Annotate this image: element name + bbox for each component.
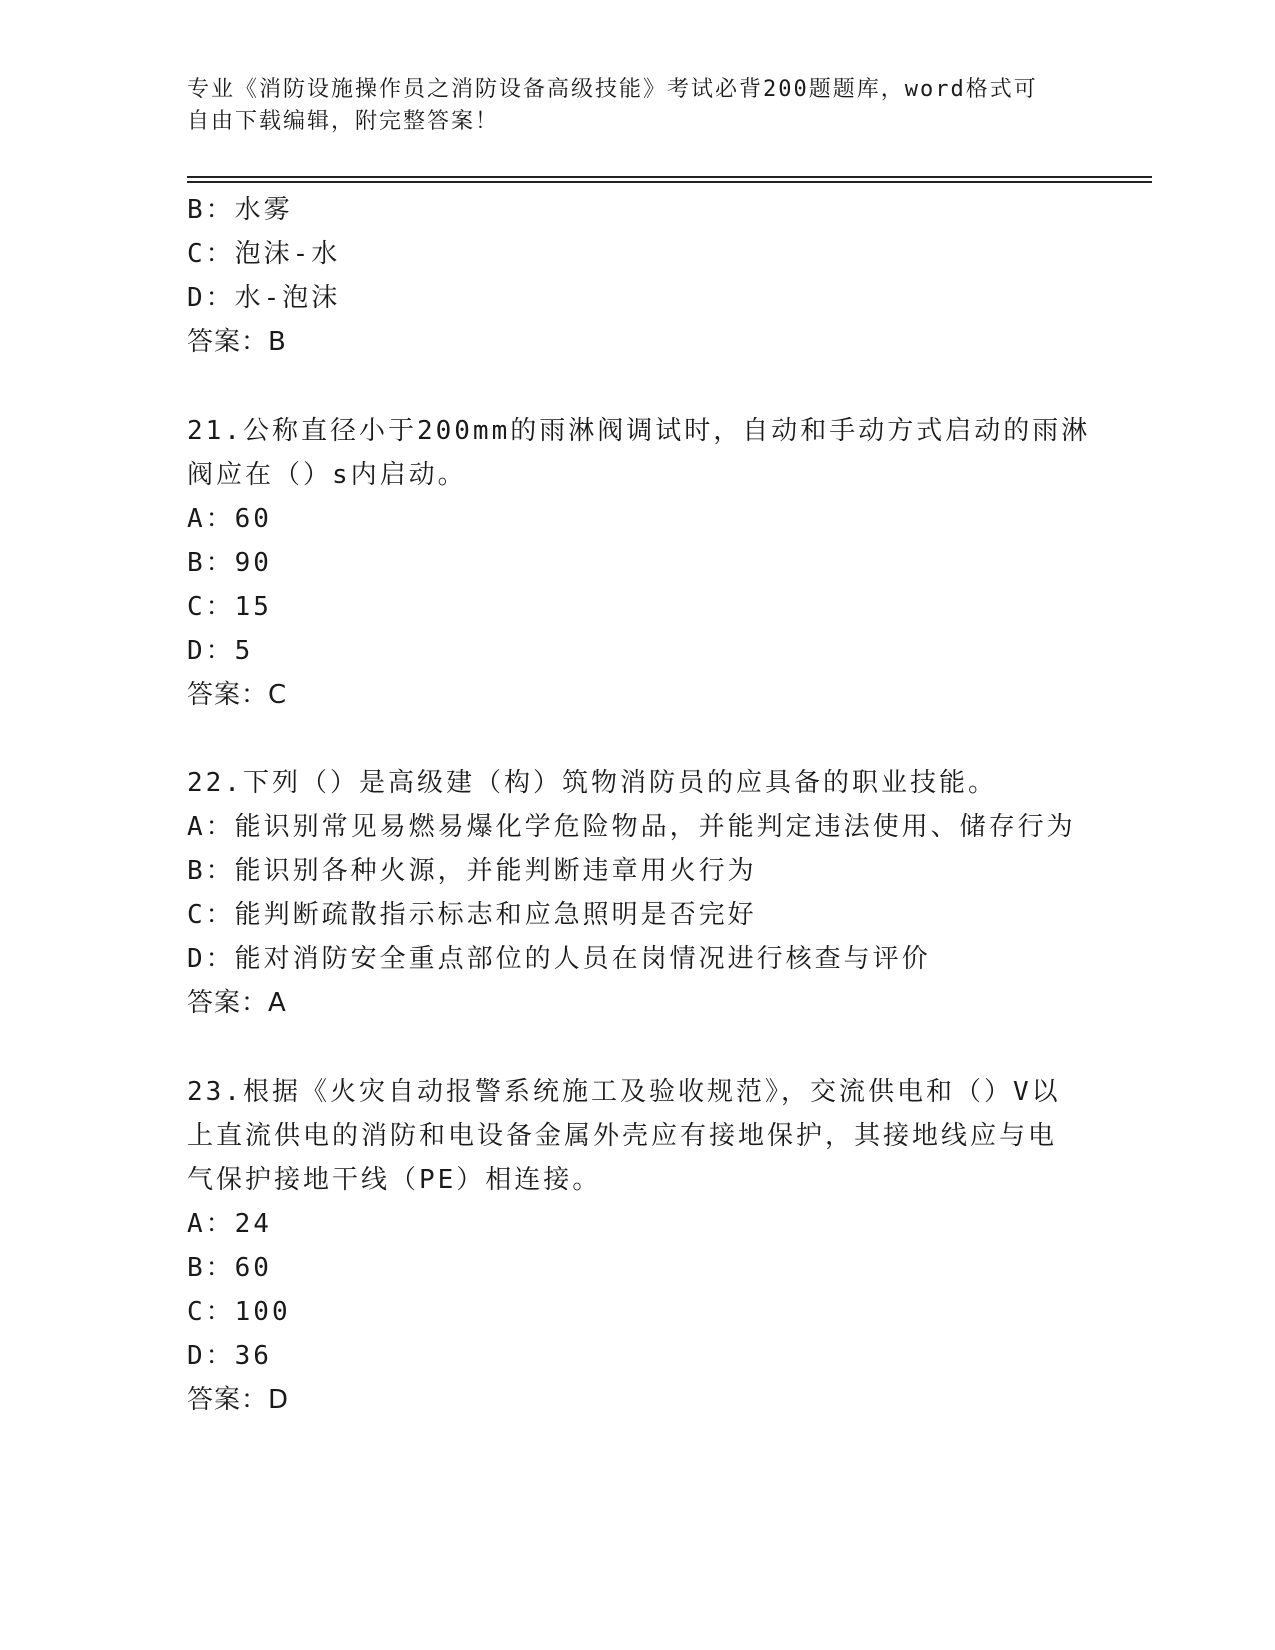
q20-option-d: D：水-泡沫 [187, 283, 341, 313]
q23-stem-line-2: 上直流供电的消防和电设备金属外壳应有接地保护，其接地线应与电 [187, 1121, 1058, 1151]
q21-option-a: A：60 [187, 504, 272, 534]
q23-answer: 答案：D [187, 1385, 290, 1415]
q21-answer: 答案：C [187, 680, 288, 710]
header-divider-bottom [187, 181, 1152, 183]
document-header [187, 74, 1087, 138]
q22-option-c: C：能判断疏散指示标志和应急照明是否完好 [187, 900, 757, 930]
q20-option-c: C：泡沫-水 [187, 239, 341, 269]
header-title-line-1: 专业《消防设施操作员之消防设备高级技能》考试必背200题题库，word格式可 [187, 77, 1038, 102]
q22-option-b: B：能识别各种火源，并能判断违章用火行为 [187, 856, 757, 886]
header-divider-top [187, 176, 1152, 178]
header-title-line-2: 自由下载编辑，附完整答案！ [187, 109, 500, 134]
q20-option-b: B：水雾 [187, 195, 293, 225]
q22-option-a: A：能识别常见易燃易爆化学危险物品，并能判定违法使用、储存行为 [187, 812, 1076, 842]
q21-option-b: B：90 [187, 548, 272, 578]
q23-option-b: B：60 [187, 1253, 272, 1283]
q20-answer: 答案：B [187, 327, 287, 357]
q22-stem-line-1: 22.下列（）是高级建（构）筑物消防员的应具备的职业技能。 [187, 768, 997, 798]
q22-option-d: D：能对消防安全重点部位的人员在岗情况进行核查与评价 [187, 944, 931, 974]
q23-stem-line-1: 23.根据《火灾自动报警系统施工及验收规范》，交流供电和（）V以 [187, 1077, 1061, 1107]
q23-option-d: D：36 [187, 1341, 272, 1371]
q21-stem-line-1: 21.公称直径小于200mm的雨淋阀调试时，自动和手动方式启动的雨淋 [187, 416, 1091, 446]
q22-answer: 答案：A [187, 988, 287, 1018]
q21-option-d: D：5 [187, 636, 254, 666]
q21-option-c: C：15 [187, 592, 272, 622]
q23-stem-line-3: 气保护接地干线（PE）相连接。 [187, 1165, 602, 1195]
q21-stem-line-2: 阀应在（）s内启动。 [187, 460, 467, 490]
q23-option-c: C：100 [187, 1297, 291, 1327]
q23-option-a: A：24 [187, 1209, 272, 1239]
